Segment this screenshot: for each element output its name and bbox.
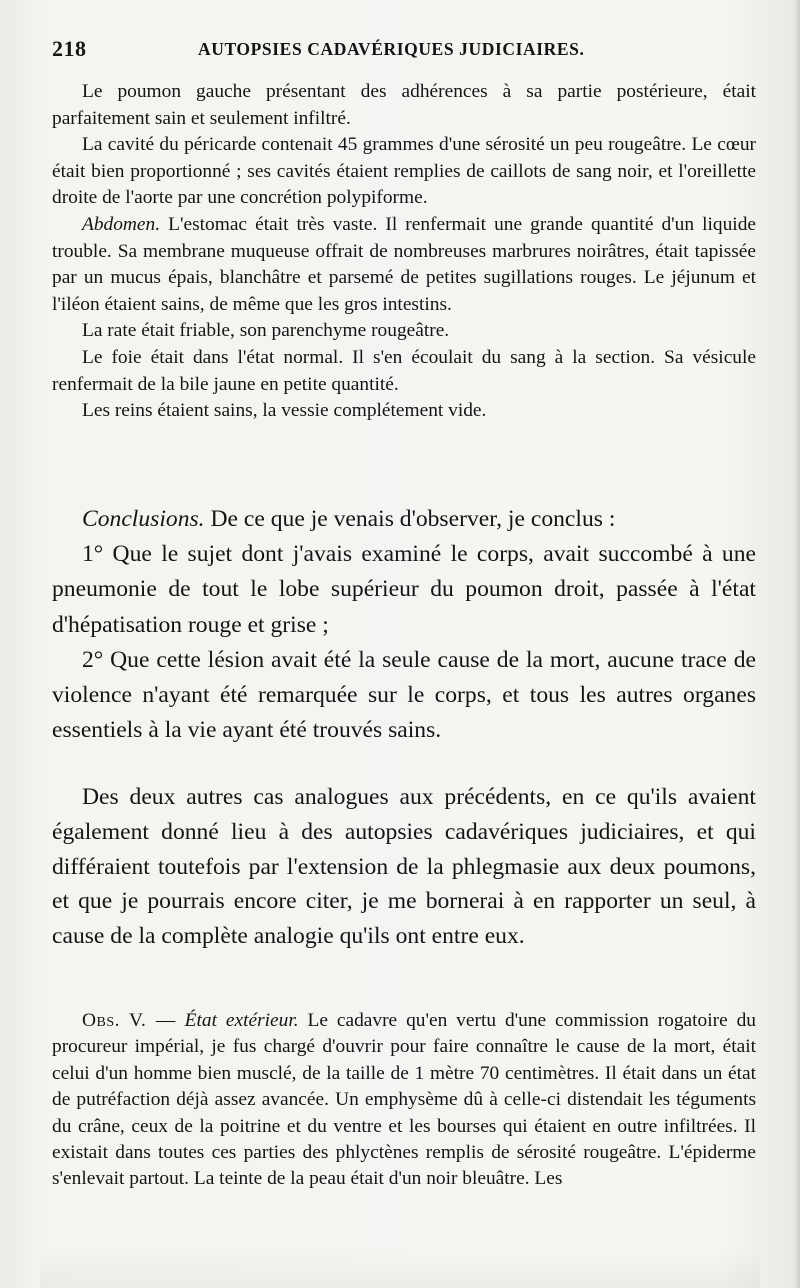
page-bottom-shadow bbox=[40, 1248, 760, 1288]
paragraph-text: La cavité du péricarde contenait 45 grammes d'une sérosité un peu rougeâtre. Le cœur était bien proportionné ; ses cavités étaient remplies de caillots de sang noir, et l'oreillette droite de l'aorte par une concrétion polypiforme. bbox=[52, 134, 756, 209]
paragraph-abdomen bbox=[52, 212, 756, 318]
section-lead-abdomen: Abdomen. bbox=[82, 213, 161, 235]
analogous-cases-text bbox=[52, 780, 756, 954]
paragraph-conclusion-2 bbox=[52, 643, 756, 749]
paragraph-text: Le poumon gauche présentant des adhérences à sa partie postérieure, était parfaitement sain et seulement infiltré. bbox=[52, 81, 756, 129]
section-lead-conclusions: Conclusions. bbox=[82, 506, 205, 532]
observation-v-text bbox=[52, 1008, 756, 1193]
paragraph-text: Les reins étaient sains, la vessie complétement vide. bbox=[82, 400, 487, 422]
paragraph-text: L'estomac était très vaste. Il renfermait une grande quantité d'un liquide trouble. Sa membrane muqueuse offrait de nombreuses marbrures noirâtres, était tapissée par un mucus épais, blanchâtre et parsemé de petites sugillations rouges. Le jéjunum et l'iléon étaient sains, de même que les gros intestins. bbox=[52, 213, 756, 315]
autopsy-findings-text bbox=[52, 79, 756, 425]
paragraph-pericardium bbox=[52, 132, 756, 212]
paragraph-text: Des deux autres cas analogues aux précédents, en ce qu'ils avaient également donné lieu à des autopsies cadavériques judiciaires, et qui différaient toutefois par l'extension de la phlegmasie aux deux poumons, et que je pourrais encore citer, je me bornerai à en rapporter un seul, à cause de la complète analogie qu'ils ont entre eux. bbox=[52, 784, 756, 950]
paragraph-text: 2° Que cette lésion avait été la seule cause de la mort, aucune trace de violence n'ayant été remarquée sur le corps, et tous les autres organes essentiels à la vie ayant été trouvés sains. bbox=[52, 646, 756, 744]
paragraph-text: Le foie était dans l'état normal. Il s'en écoulait du sang à la section. Sa vésicule renfermait de la bile jaune en petite quantité. bbox=[52, 346, 756, 395]
paragraph-analogous-cases bbox=[52, 780, 756, 954]
paragraph-spleen bbox=[52, 318, 756, 345]
paragraph-text: Le cadavre qu'en vertu d'une commission rogatoire du procureur impérial, je fus chargé d'ouvrir pour faire connaître le cause de la mort, était celui d'un homme bien musclé, de la taille de 1 mètre 70 centimètres. Il était dans un état de putréfaction déjà assez avancée. Un emphysème dû à celle-ci distendait les téguments du crâne, ceux de la poitrine et du ventre et les bourses qui étaient en outre infiltrées. Il existait dans toutes ces parties des phlyctènes remplis de sérosité rougeâtre. L'épiderme s'enlevait partout. La teinte de la peau était d'un noir bleuâtre. Les bbox=[52, 1010, 757, 1190]
paragraph-conclusions-intro bbox=[52, 502, 756, 537]
paragraph-conclusion-1 bbox=[52, 537, 756, 643]
page-edge-shadow bbox=[794, 0, 800, 1288]
page-number: 218 bbox=[52, 36, 87, 61]
paragraph-text: 1° Que le sujet dont j'avais examiné le corps, avait succombé à une pneumonie de tout le lobe supérieur du poumon droit, passée à l'état d'hépatisation rouge et grise ; bbox=[52, 541, 756, 638]
paragraph-kidneys bbox=[52, 398, 756, 425]
paragraph-observation-v bbox=[52, 1008, 756, 1193]
page-header bbox=[52, 36, 752, 68]
paragraph-text: De ce que je venais d'observer, je conclus : bbox=[204, 506, 616, 532]
paragraph-text: La rate était friable, son parenchyme rougeâtre. bbox=[82, 320, 450, 342]
paragraph-left-lung bbox=[52, 79, 756, 132]
section-lead-exterior: État extérieur. bbox=[175, 1010, 299, 1031]
paragraph-liver bbox=[52, 345, 756, 398]
running-head: AUTOPSIES CADAVÉRIQUES JUDICIAIRES. bbox=[198, 39, 585, 59]
observation-label: Obs. V. — bbox=[82, 1010, 176, 1031]
conclusions-text bbox=[52, 502, 756, 748]
